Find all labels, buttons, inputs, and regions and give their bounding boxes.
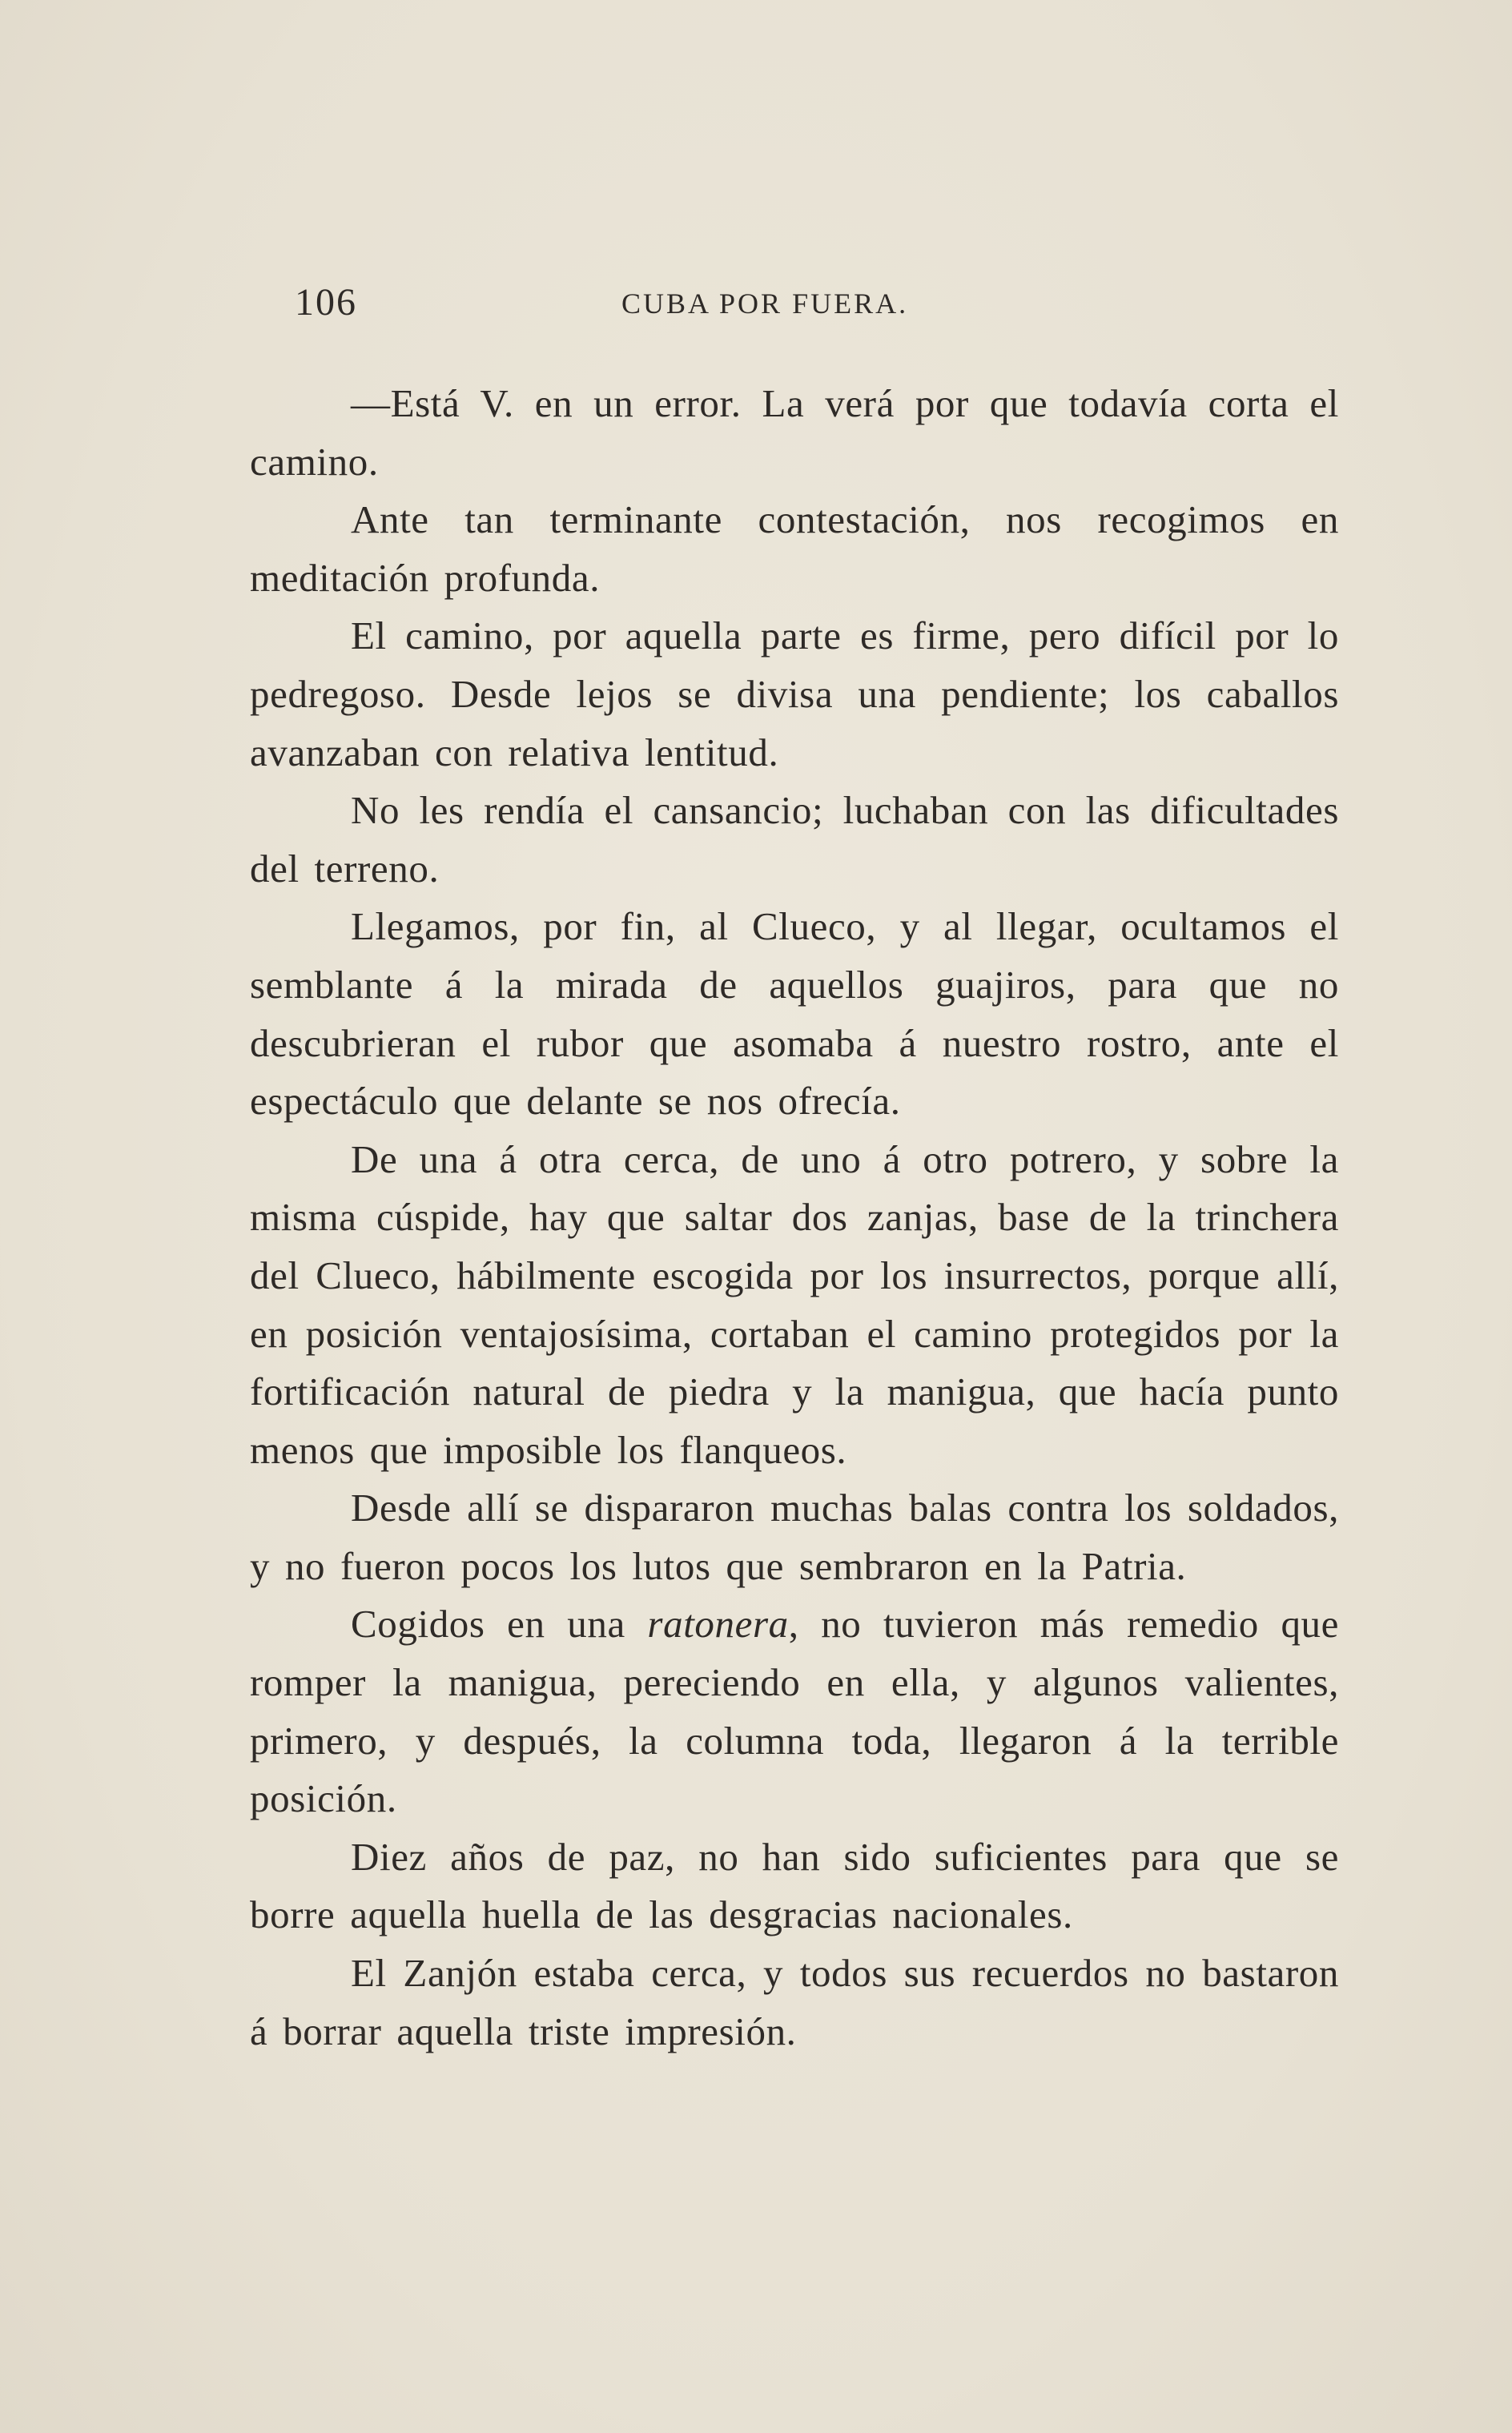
paragraph-8-end: , no tuvieron más remedio que romper la manigua, pereciendo en ella, y algunos valientes, primero, y después, la columna toda, llegaron á la terrible posición. [250,1602,1339,1821]
paragraph-4: No les rendía el cansancio; luchaban con las dificultades del terreno. [250,788,1339,891]
paragraph-2: Ante tan terminante contestación, nos recogimos en meditación profunda. [250,497,1339,600]
paragraph-10: El Zanjón estaba cerca, y todos sus recuerdos no bastaron á borrar aquella triste impresión. [250,1951,1339,2053]
paragraph-6: De una á otra cerca, de uno á otro potrero, y sobre la misma cúspide, hay que saltar dos zanjas, base de la trinchera del Clueco, hábilmente escogida por los insurrectos, porque allí, en posición ventajosísima, cortaban el camino protegidos por la fortificación natural de piedra y la manigua, que hacía punto menos que imposible los flanqueos. [250,1136,1339,1472]
page-number: 106 [295,281,357,324]
paragraph-5: Llegamos, por fin, al Clueco, y al llegar, ocultamos el semblante á la mirada de aquellos guajiros, para que no descubrieran el rubor que asomaba á nuestro rostro, ante el espectáculo que delante se nos ofrecía. [250,904,1339,1124]
page-header [253,280,1342,336]
paragraph-8-start: Cogidos en una [351,1602,648,1647]
body-text [250,375,1339,2061]
italic-word: ratonera [647,1602,789,1647]
running-title: CUBA POR FUERA. [621,288,909,320]
paragraph-1: —Está V. en un error. La verá por que todavía corta el camino. [250,381,1339,484]
paragraph-9: Diez años de paz, no han sido suficientes para que se borre aquella huella de las desgracias nacionales. [250,1834,1339,1937]
paragraph-8 [250,1595,1339,1828]
paragraph-7: Desde allí se dispararon muchas balas contra los soldados, y no fueron pocos los lutos que sembraron en la Patria. [250,1486,1339,1588]
paragraph-3: El camino, por aquella parte es firme, pero difícil por lo pedregoso. Desde lejos se divisa una pendiente; los caballos avanzaban con relativa lentitud. [250,613,1339,774]
